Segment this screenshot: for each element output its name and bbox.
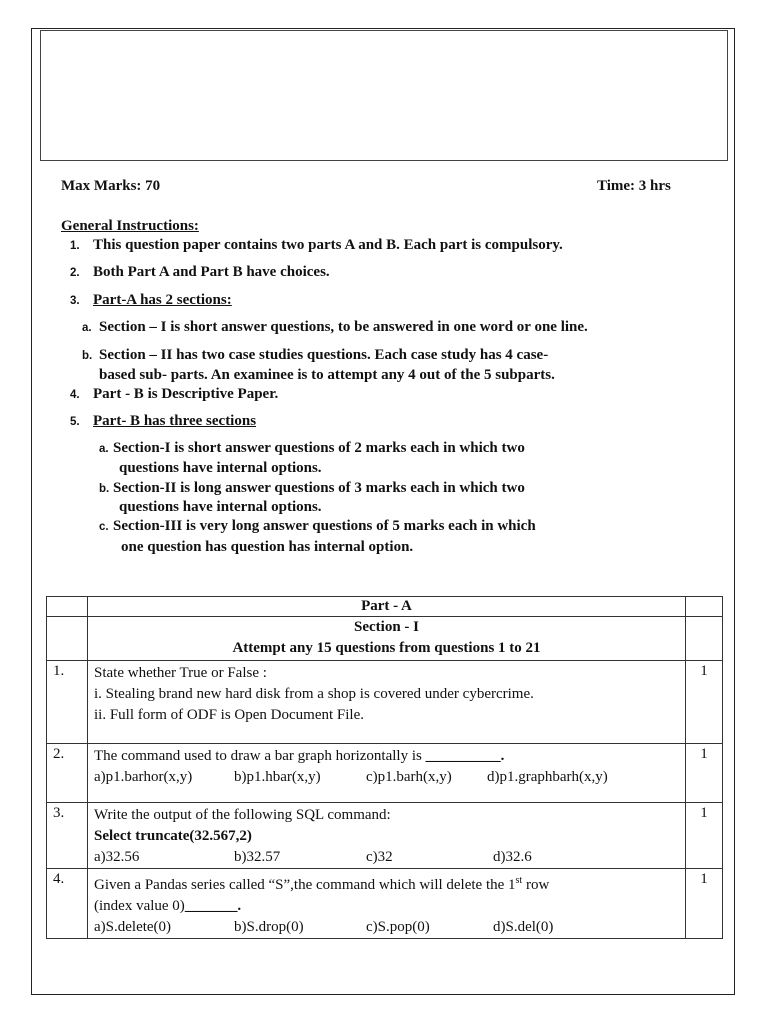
subitem-letter: a. bbox=[99, 443, 109, 455]
option: b)S.drop(0) bbox=[234, 919, 304, 935]
subitem-text-cont: based sub- parts. An examinee is to attempt any 4 out of the 5 subparts. bbox=[99, 367, 555, 383]
option: d)S.del(0) bbox=[493, 919, 554, 935]
option: c)S.pop(0) bbox=[366, 919, 430, 935]
instruction-subitem bbox=[82, 319, 588, 336]
instruction-subitem bbox=[99, 480, 525, 497]
subitem-text: Section – I is short answer questions, to be answered in one word or one line. bbox=[99, 319, 588, 335]
instruction-number: 1. bbox=[70, 240, 80, 252]
max-marks: Max Marks: 70 bbox=[61, 178, 161, 194]
subitem-letter: a. bbox=[82, 322, 92, 334]
question-stem-text: The command used to draw a bar graph horizontally is bbox=[94, 748, 426, 764]
subitem-text-cont: questions have internal options. bbox=[119, 460, 322, 476]
question-marks: 1 bbox=[686, 869, 723, 939]
sql-command: Select truncate(32.567,2) bbox=[94, 828, 252, 844]
attempt-instruction: Attempt any 15 questions from questions 1 to 21 bbox=[232, 640, 541, 656]
ordinal-suffix: st bbox=[515, 875, 523, 886]
answer-blank: _______. bbox=[184, 898, 242, 914]
option: c)32 bbox=[366, 849, 393, 865]
question-number: 4. bbox=[47, 869, 88, 939]
question-marks: 1 bbox=[686, 744, 723, 803]
question-stem-text: Given a Pandas series called “S”,the command which will delete the 1 bbox=[94, 877, 516, 893]
instruction-text: This question paper contains two parts A and B. Each part is compulsory. bbox=[93, 237, 563, 253]
options-row bbox=[94, 767, 679, 788]
question-cell bbox=[88, 803, 686, 869]
subitem-text: Section-II is long answer questions of 3 marks each in which two bbox=[113, 480, 525, 496]
instruction-text: Both Part A and Part B have choices. bbox=[93, 264, 330, 280]
instruction-number: 2. bbox=[70, 267, 80, 279]
instructions-heading: General Instructions: bbox=[61, 218, 199, 234]
instruction-subitem bbox=[99, 518, 536, 535]
subitem-letter: b. bbox=[82, 350, 93, 362]
question-stem-text: (index value 0) bbox=[94, 898, 185, 914]
question-number: 3. bbox=[47, 803, 88, 869]
subitem-letter: b. bbox=[99, 483, 110, 495]
table-row bbox=[47, 869, 723, 939]
table-header-row bbox=[47, 597, 723, 617]
option: b)p1.hbar(x,y) bbox=[234, 769, 321, 785]
option: a)S.delete(0) bbox=[94, 919, 172, 935]
question-stem bbox=[94, 746, 679, 767]
option: d)32.6 bbox=[493, 849, 532, 865]
instruction-subitem bbox=[99, 440, 525, 457]
instruction-item bbox=[70, 386, 278, 403]
instruction-number: 3. bbox=[70, 295, 80, 307]
question-number: 1. bbox=[47, 661, 88, 744]
table-row bbox=[47, 661, 723, 744]
options-row bbox=[94, 847, 679, 868]
question-stem-text: row bbox=[522, 877, 550, 893]
subitem-letter: c. bbox=[99, 521, 109, 533]
instruction-item bbox=[70, 292, 232, 309]
instruction-item bbox=[70, 237, 563, 254]
header-box bbox=[40, 30, 728, 161]
question-stem: Write the output of the following SQL command: bbox=[94, 807, 391, 823]
header-empty-cell bbox=[47, 597, 88, 617]
subitem-text: Section – II has two case studies questions. Each case study has 4 case- bbox=[99, 347, 549, 363]
options-row bbox=[94, 917, 679, 938]
option: a)32.56 bbox=[94, 849, 140, 865]
instruction-text: Part- B has three sections bbox=[93, 413, 257, 429]
option: a)p1.barhor(x,y) bbox=[94, 769, 193, 785]
section-title: Section - I bbox=[354, 619, 419, 635]
answer-blank: __________. bbox=[425, 748, 505, 764]
option: c)p1.barh(x,y) bbox=[366, 769, 452, 785]
part-title: Part - A bbox=[88, 597, 686, 617]
question-cell bbox=[88, 869, 686, 939]
instruction-subitem bbox=[82, 347, 548, 364]
question-stem-cont bbox=[94, 896, 679, 917]
subitem-text: Section-III is very long answer questions of 5 marks each in which bbox=[113, 518, 536, 534]
questions-table bbox=[46, 596, 723, 939]
question-number: 2. bbox=[47, 744, 88, 803]
section-header-row bbox=[47, 617, 723, 661]
instruction-text: Part-A has 2 sections: bbox=[93, 292, 232, 308]
instruction-number: 4. bbox=[70, 389, 80, 401]
question-cell bbox=[88, 661, 686, 744]
question-cell bbox=[88, 744, 686, 803]
instruction-text: Part - B is Descriptive Paper. bbox=[93, 386, 279, 402]
instruction-item bbox=[70, 413, 256, 430]
question-stem: State whether True or False : bbox=[94, 665, 267, 681]
subitem-text-cont: questions have internal options. bbox=[119, 499, 322, 515]
question-statement: ii. Full form of ODF is Open Document File. bbox=[94, 707, 364, 723]
question-marks: 1 bbox=[686, 661, 723, 744]
option: d)p1.graphbarh(x,y) bbox=[487, 769, 608, 785]
table-row bbox=[47, 803, 723, 869]
question-stem bbox=[94, 870, 679, 896]
question-statement: i. Stealing brand new hard disk from a shop is covered under cybercrime. bbox=[94, 686, 534, 702]
option: b)32.57 bbox=[234, 849, 281, 865]
subitem-text: Section-I is short answer questions of 2 marks each in which two bbox=[113, 440, 525, 456]
section-header-cell bbox=[88, 617, 686, 661]
header-empty-cell bbox=[47, 617, 88, 661]
header-empty-cell bbox=[686, 597, 723, 617]
subitem-text-cont: one question has question has internal option. bbox=[121, 539, 414, 555]
instruction-number: 5. bbox=[70, 416, 80, 428]
table-row bbox=[47, 744, 723, 803]
instruction-item bbox=[70, 264, 330, 281]
question-marks: 1 bbox=[686, 803, 723, 869]
time-allowed: Time: 3 hrs bbox=[597, 178, 671, 194]
header-empty-cell bbox=[686, 617, 723, 661]
